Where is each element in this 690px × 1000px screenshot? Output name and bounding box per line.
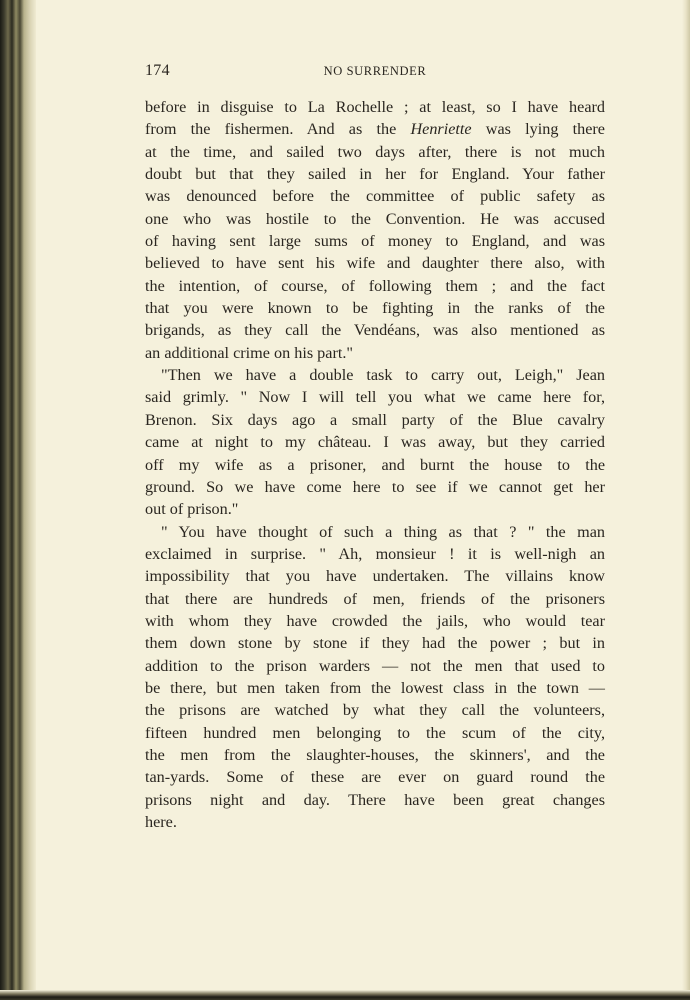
text-line [145, 386, 605, 408]
text-line [145, 297, 605, 319]
body-text [145, 96, 605, 833]
line-text: out of prison." [145, 500, 239, 519]
line-text: with whom they have crowded the jails, who would tear [145, 611, 605, 630]
text-line [145, 565, 605, 587]
line-text: of having sent large sums of money to England, and was [145, 232, 605, 251]
text-line [145, 498, 605, 520]
page-number: 174 [145, 62, 170, 79]
text-line [145, 521, 605, 543]
line-text: doubt but that they sailed in her for England. Your father [145, 165, 605, 184]
italic-ship-name: Henriette [410, 120, 472, 139]
text-line [145, 677, 605, 699]
page-header [145, 62, 605, 84]
book-spine-shadow [0, 0, 36, 1000]
page-edge-bottom [0, 990, 690, 1000]
text-line [145, 811, 605, 833]
text-line [145, 163, 605, 185]
text-line [145, 230, 605, 252]
line-text: the men from the slaughter-houses, the skinners', and the [145, 745, 605, 764]
text-line [145, 409, 605, 431]
line-text: believed to have sent his wife and daughter there also, with [145, 254, 605, 273]
line-text: was denounced before the committee of public safety as [145, 187, 605, 206]
line-text: ground. So we have come here to see if we cannot get her [145, 477, 605, 496]
text-line [145, 364, 605, 386]
line-text: at the time, and sailed two days after, there is not much [145, 142, 605, 161]
text-line [145, 655, 605, 677]
line-text-continued: was lying there [471, 120, 605, 139]
line-text: "Then we have a double task to carry out, Leigh," Jean [161, 366, 605, 385]
text-line [145, 275, 605, 297]
line-text: addition to the prison warders — not the men that used to [145, 656, 605, 675]
line-text: that you were known to be fighting in the ranks of the [145, 299, 605, 318]
text-line [145, 431, 605, 453]
text-line [145, 766, 605, 788]
line-text: tan-yards. Some of these are ever on guard round the [145, 768, 605, 787]
line-text: from the fishermen. And as the [145, 120, 411, 139]
text-line [145, 454, 605, 476]
text-line [145, 543, 605, 565]
line-text: be there, but men taken from the lowest class in the town — [145, 678, 605, 697]
text-line [145, 96, 605, 118]
line-text: here. [145, 813, 177, 831]
text-line [145, 789, 605, 811]
line-text: off my wife as a prisoner, and burnt the house to the [145, 455, 605, 474]
text-line [145, 141, 605, 163]
line-text: them down stone by stone if they had the power ; but in [145, 634, 605, 653]
line-text: " You have thought of such a thing as that ? " the man [161, 522, 605, 541]
text-line [145, 319, 605, 341]
line-text: came at night to my château. I was away, but they carried [145, 433, 605, 452]
text-line [145, 118, 605, 140]
page-edge-right [682, 0, 690, 1000]
line-text: prisons night and day. There have been great changes [145, 790, 605, 809]
text-line [145, 588, 605, 610]
running-title: NO SURRENDER [323, 64, 427, 78]
text-line [145, 342, 605, 364]
text-line [145, 744, 605, 766]
line-text: that there are hundreds of men, friends of the prisoners [145, 589, 605, 608]
line-text: said grimly. " Now I will tell you what we came here for, [145, 388, 605, 407]
text-line [145, 252, 605, 274]
line-text: before in disguise to La Rochelle ; at least, so I have heard [145, 98, 605, 116]
line-text: an additional crime on his part." [145, 343, 353, 362]
line-text: the prisons are watched by what they call the volunteers, [145, 701, 605, 720]
line-text: Brenon. Six days ago a small party of the Blue cavalry [145, 410, 605, 429]
line-text: one who was hostile to the Convention. He was accused [145, 209, 605, 228]
line-text: impossibility that you have undertaken. The villains know [145, 567, 605, 586]
text-line [145, 722, 605, 744]
text-line [145, 632, 605, 654]
text-line [145, 699, 605, 721]
line-text: the intention, of course, of following them ; and the fact [145, 276, 605, 295]
text-line [145, 208, 605, 230]
text-line [145, 185, 605, 207]
text-line [145, 610, 605, 632]
line-text: fifteen hundred men belonging to the scum of the city, [145, 723, 605, 742]
line-text: brigands, as they call the Vendéans, was also mentioned as [145, 321, 605, 340]
line-text: exclaimed in surprise. " Ah, monsieur ! it is well-nigh an [145, 544, 605, 563]
text-line [145, 476, 605, 498]
